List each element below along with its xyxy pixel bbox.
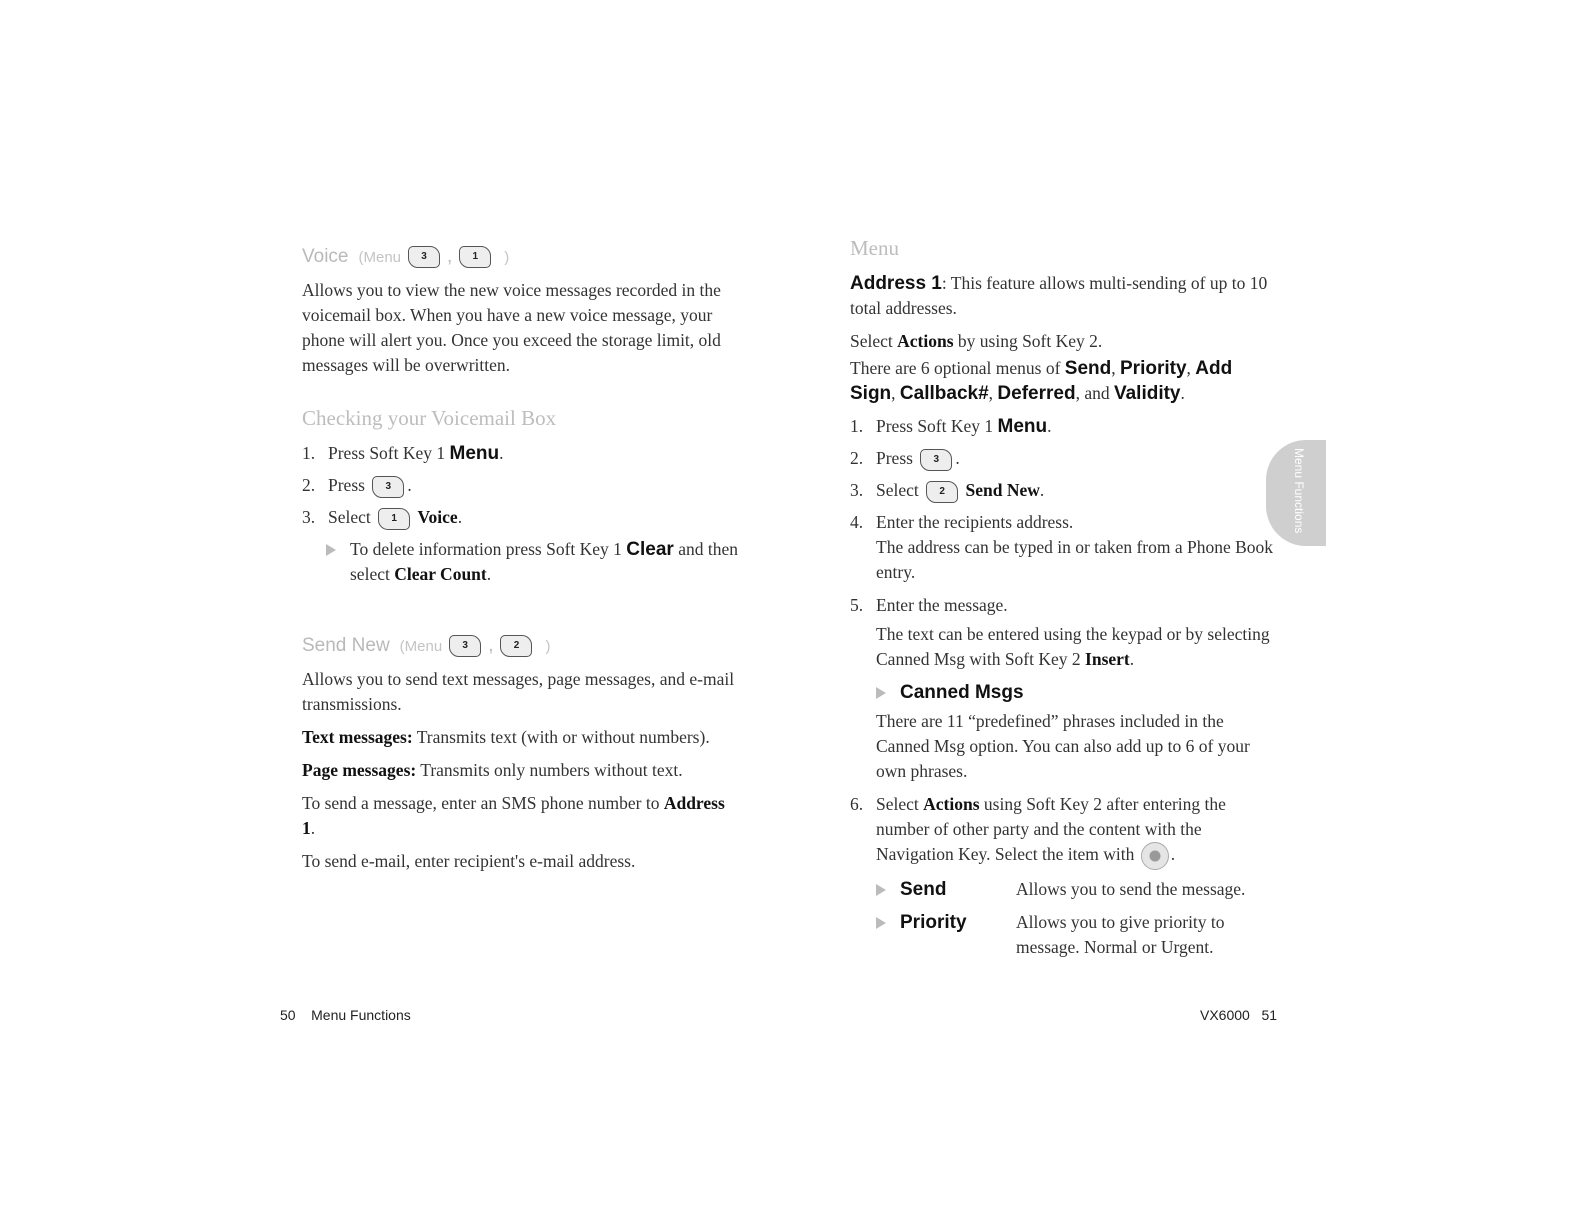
- left-footer: [280, 1007, 411, 1023]
- voice-heading: Voice (Menu 3 , 1 ): [302, 246, 510, 267]
- arrow-bullet-icon: [876, 884, 886, 896]
- send-new-menu-prefix: (Menu: [399, 637, 443, 655]
- send-email-paragraph: To send e-mail, enter recipient's e-mail address.: [302, 851, 636, 871]
- step-4-detail: The address can be typed in or taken from a Phone Book entry.: [876, 537, 1274, 582]
- text-messages-paragraph: Text messages: Transmits text (with or without numbers).: [302, 727, 710, 747]
- send-new-title: Send New: [302, 635, 390, 656]
- select-actions-paragraph: Select Actions by using Soft Key 2.: [850, 331, 1103, 351]
- arrow-bullet-icon: [876, 687, 886, 699]
- canned-msgs-bullet: Canned Msgs: [876, 680, 1280, 705]
- menu-functions-side-tab: [1266, 440, 1326, 546]
- checking-step-1: 1. Press Soft Key 1 Menu.: [302, 443, 504, 464]
- menu-step-4: 4. Enter the recipients address.: [850, 512, 1074, 532]
- key-2-icon: 2: [926, 481, 958, 503]
- key-3-icon: 3: [408, 246, 440, 268]
- key-2-icon: 2: [500, 635, 532, 657]
- voice-title: Voice: [302, 246, 349, 267]
- menu-step-5: 5. Enter the message.: [850, 595, 1008, 615]
- priority-option-row: Priority Allows you to give priority to message. Normal or Urgent.: [876, 910, 1280, 960]
- canned-msgs-description: There are 11 “predefined” phrases included in the Canned Msg option. You can also add up to 6 of your own phrases.: [876, 711, 1250, 781]
- arrow-bullet-icon: [326, 544, 336, 556]
- left-page-content: [302, 246, 742, 882]
- menu-step-2: 2. Press 3 .: [850, 446, 1280, 471]
- key-1-icon: 1: [378, 508, 410, 530]
- send-new-menu-suffix: ): [545, 637, 551, 655]
- right-page-content: [850, 236, 1280, 968]
- optional-menus-paragraph: There are 6 optional menus of Send, Priority, Add Sign, Callback#, Deferred, and Validity.: [850, 358, 1233, 404]
- menu-step-1: 1. Press Soft Key 1 Menu.: [850, 416, 1052, 437]
- key-1-icon: 1: [459, 246, 491, 268]
- menu-heading: Menu: [850, 236, 899, 260]
- checking-step-2: 2. Press 3 .: [302, 473, 742, 498]
- delete-info-bullet: To delete information press Soft Key 1 Clear and then select Clear Count.: [326, 537, 742, 587]
- address-paragraph: Address 1: This feature allows multi-sending of up to 10 total addresses.: [850, 273, 1268, 318]
- checking-step-3: 3. Select 1 Voice.: [302, 505, 742, 530]
- voice-description: Allows you to view the new voice messages recorded in the voicemail box. When you have a new voice message, your phone will alert you. Once you exceed the storage limit, old messages will be overwritten.: [302, 280, 721, 375]
- voice-menu-prefix: (Menu: [358, 248, 402, 266]
- menu-step-3: 3. Select 2 Send New.: [850, 478, 1280, 503]
- right-footer-text: VX6000: [1200, 1007, 1250, 1023]
- key-3-icon: 3: [920, 449, 952, 471]
- right-footer: [1200, 1007, 1277, 1023]
- step-5-detail: The text can be entered using the keypad or by selecting Canned Msg with Soft Key 2 Insert.: [876, 624, 1270, 669]
- arrow-bullet-icon: [876, 917, 886, 929]
- key-3-icon: 3: [449, 635, 481, 657]
- right-page-number: 51: [1261, 1007, 1278, 1023]
- checking-voicemail-heading: Checking your Voicemail Box: [302, 406, 557, 430]
- left-page-number: 50: [280, 1007, 296, 1023]
- page-messages-paragraph: Page messages: Transmits only numbers without text.: [302, 760, 683, 780]
- navigation-key-icon: [1141, 842, 1169, 870]
- voice-menu-suffix: ): [504, 248, 510, 266]
- send-option-row: Send Allows you to send the message.: [876, 877, 1280, 902]
- send-new-description: Allows you to send text messages, page messages, and e-mail transmissions.: [302, 669, 735, 714]
- send-sms-paragraph: To send a message, enter an SMS phone number to Address 1.: [302, 793, 725, 838]
- key-3-icon: 3: [372, 476, 404, 498]
- side-tab-label: Menu Functions: [1292, 448, 1306, 534]
- menu-step-6: 6. Select Actions using Soft Key 2 after entering the number of other party and the content with the Navigation Key. Select the item with .: [850, 792, 1280, 870]
- send-new-heading: Send New (Menu 3 , 2 ): [302, 635, 551, 656]
- left-footer-text: Menu Functions: [311, 1007, 411, 1023]
